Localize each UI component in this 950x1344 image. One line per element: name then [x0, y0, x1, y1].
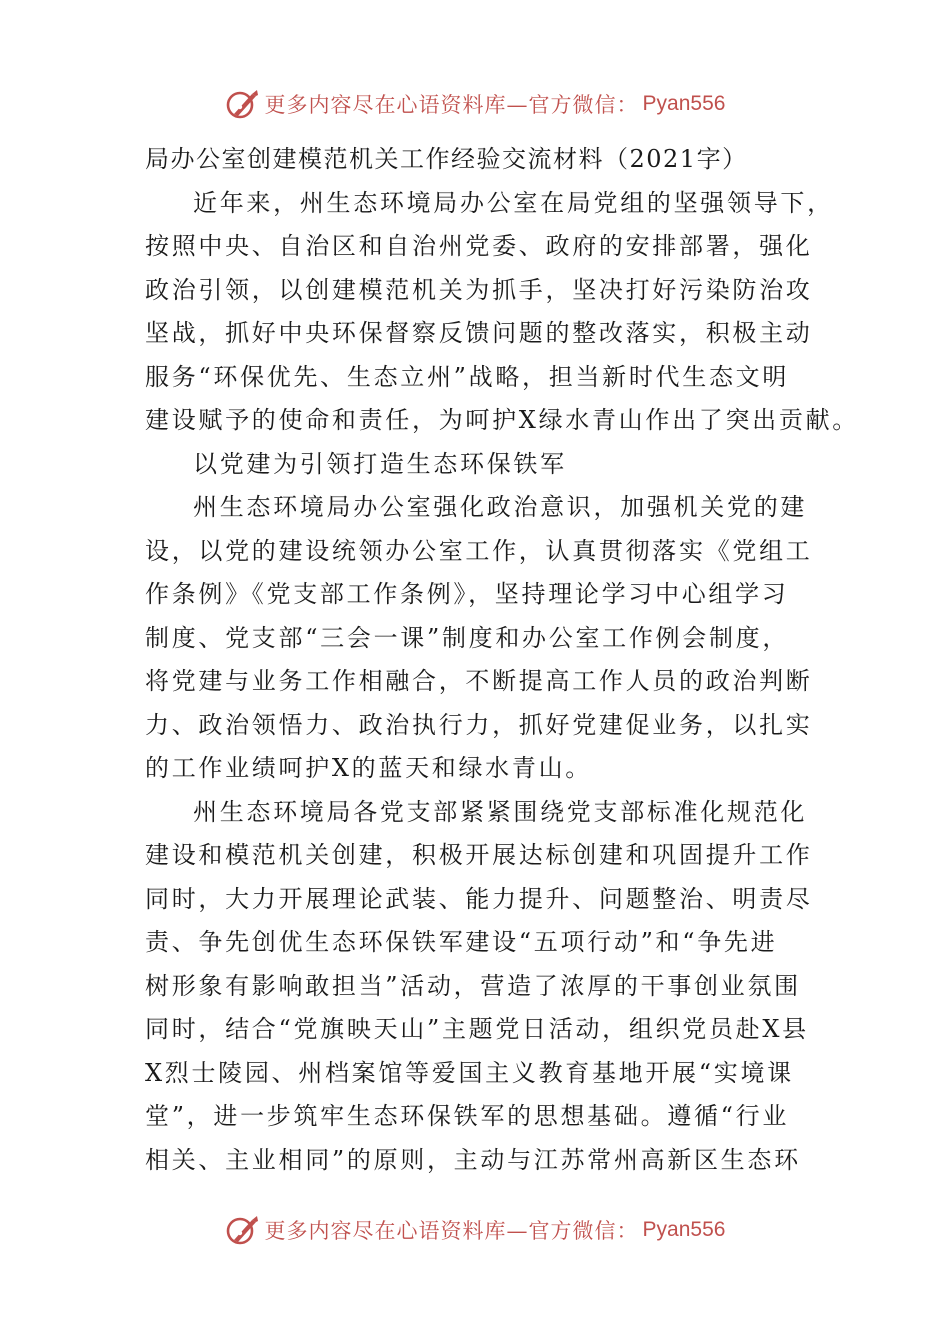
- paragraph-line: 建设和模范机关创建，积极开展达标创建和巩固提升工作: [145, 841, 813, 869]
- footer-watermark-banner: [0, 1208, 950, 1252]
- paragraph-line: 坚战，抓好中央环保督察反馈问题的整改落实，积极主动: [145, 319, 813, 347]
- paragraph-line: 建设赋予的使命和责任，为呵护X绿水青山作出了突出贡献。: [145, 406, 859, 434]
- section-heading: 以党建为引领打造生态环保铁军: [193, 449, 567, 478]
- paragraph-line: 作条例》《党支部工作条例》，坚持理论学习中心组学习: [145, 580, 789, 608]
- paragraph-line: 相关、主业相同”的原则，主动与江苏常州高新区生态环: [145, 1145, 801, 1174]
- document-body: [145, 138, 859, 1182]
- paragraph-line: 力、政治领悟力、政治执行力，抓好党建促业务，以扎实: [145, 710, 813, 739]
- paragraph-line: 堂”，进一步筑牢生态环保铁军的思想基础。遵循“行业: [145, 1102, 790, 1130]
- watermark-text: 更多内容尽在心语资料库—官方微信：: [264, 93, 639, 117]
- paragraph-line: 政治引领，以创建模范机关为抓手，坚决打好污染防治攻: [145, 275, 813, 304]
- paragraph-line: 按照中央、自治区和自治州党委、政府的安排部署，强化: [145, 232, 813, 260]
- wechat-id: Pyan556: [642, 1218, 726, 1241]
- paragraph-line: 责、争先创优生态环保铁军建设“五项行动”和“争先进: [145, 928, 778, 956]
- paragraph-line: X烈士陵园、州档案馆等爱国主义教育基地开展“实境课: [145, 1058, 794, 1087]
- paragraph-line: 同时，大力开展理论武装、能力提升、问题整治、明责尽: [145, 884, 813, 913]
- header-watermark-banner: [0, 82, 950, 126]
- watermark-text: 更多内容尽在心语资料库—官方微信：: [264, 1219, 639, 1243]
- pen-nib-circle-icon: [225, 86, 261, 122]
- document-title: 局办公室创建模范机关工作经验交流材料（2021字）: [145, 145, 748, 173]
- paragraph-line: 同时，结合“党旗映天山”主题党日活动，组织党员赴X县: [145, 1015, 809, 1043]
- paragraph-line: 近年来，州生态环境局办公室在局党组的坚强领导下，: [193, 188, 834, 217]
- paragraph-line: 设，以党的建设统领办公室工作，认真贯彻落实《党组工: [145, 536, 813, 565]
- paragraph-line: 的工作业绩呵护X的蓝天和绿水青山。: [145, 754, 592, 782]
- paragraph-line: 州生态环境局各党支部紧紧围绕党支部标准化规范化: [193, 797, 808, 826]
- wechat-id: Pyan556: [642, 92, 726, 115]
- paragraph-line: 服务“环保优先、生态立州”战略，担当新时代生态文明: [145, 362, 790, 391]
- paragraph-line: 州生态环境局办公室强化政治意识，加强机关党的建: [193, 493, 808, 521]
- paragraph-line: 树形象有影响敢担当”活动，营造了浓厚的干事创业氛围: [145, 971, 801, 1000]
- paragraph-line: 制度、党支部“三会一课”制度和办公室工作例会制度，: [145, 623, 790, 652]
- paragraph-line: 将党建与业务工作相融合，不断提高工作人员的政治判断: [145, 667, 813, 695]
- pen-nib-circle-icon: [225, 1212, 261, 1248]
